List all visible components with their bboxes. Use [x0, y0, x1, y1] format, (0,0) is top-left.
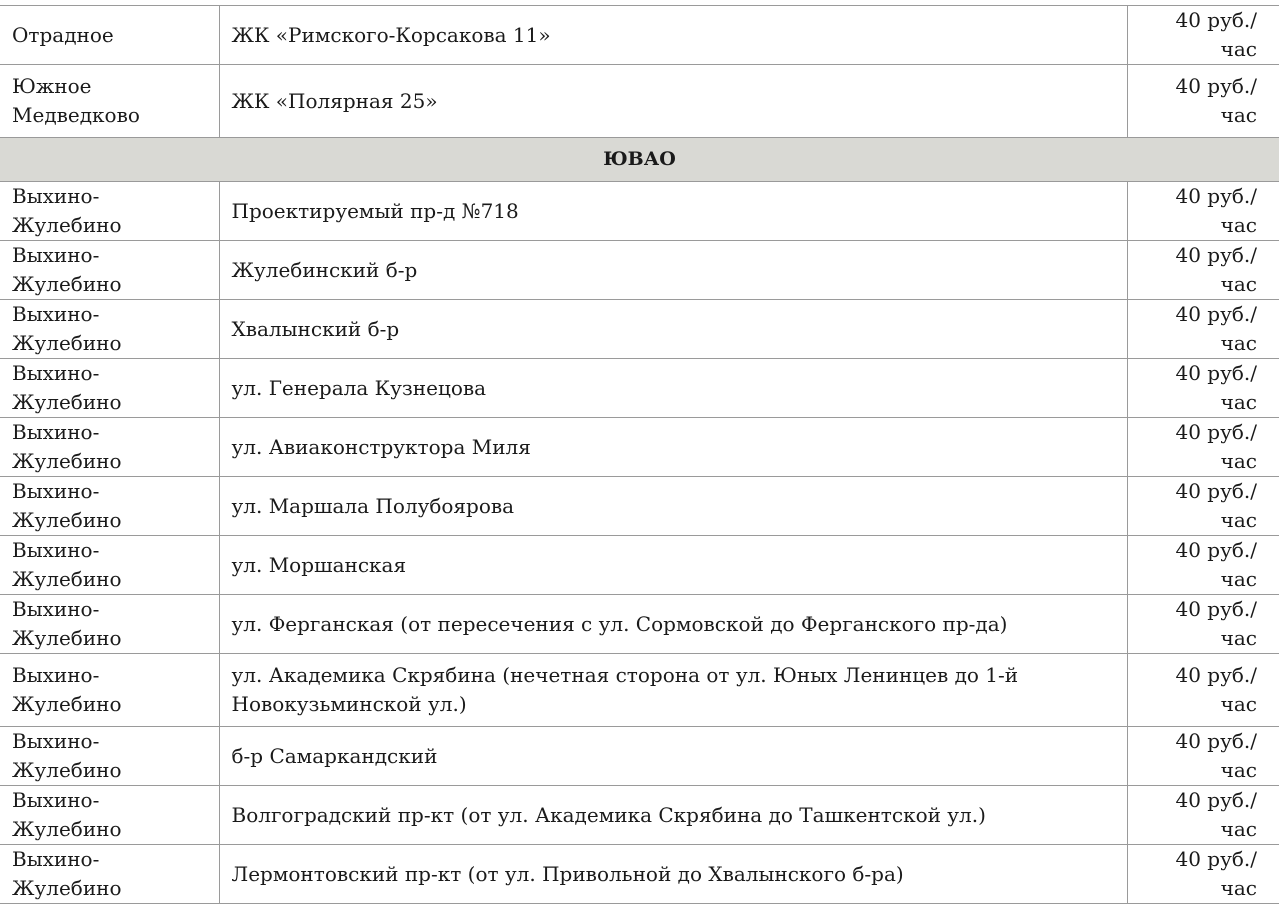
price-cell: 40 руб./час	[1127, 727, 1279, 786]
price-cell: 40 руб./час	[1127, 300, 1279, 359]
table-row	[0, 654, 1279, 727]
price-cell: 40 руб./час	[1127, 595, 1279, 654]
address-cell: Проектируемый пр-д №718	[219, 182, 1127, 241]
table-row	[0, 418, 1279, 477]
address-cell: ул. Генерала Кузнецова	[219, 359, 1127, 418]
price-cell: 40 руб./час	[1127, 654, 1279, 727]
price-cell: 40 руб./час	[1127, 786, 1279, 845]
district-cell: Выхино-Жулебино	[0, 786, 219, 845]
section-title: ЮВАО	[0, 138, 1279, 182]
district-cell: Выхино-Жулебино	[0, 595, 219, 654]
price-cell: 40 руб./час	[1127, 359, 1279, 418]
table-row	[0, 536, 1279, 595]
address-cell: Жулебинский б-р	[219, 241, 1127, 300]
table-row	[0, 845, 1279, 904]
district-cell: Выхино-Жулебино	[0, 359, 219, 418]
district-cell: Выхино-Жулебино	[0, 182, 219, 241]
address-cell: б-р Самаркандский	[219, 727, 1127, 786]
district-cell: Выхино-Жулебино	[0, 477, 219, 536]
district-cell: Выхино-Жулебино	[0, 300, 219, 359]
price-cell: 40 руб./час	[1127, 418, 1279, 477]
address-cell: ул. Ферганская (от пересечения с ул. Сормовской до Ферганского пр-да)	[219, 595, 1127, 654]
address-cell: ЖК «Полярная 25»	[219, 65, 1127, 138]
district-cell: Выхино-Жулебино	[0, 241, 219, 300]
table-row	[0, 786, 1279, 845]
address-cell: ул. Авиаконструктора Миля	[219, 418, 1127, 477]
district-cell: Выхино-Жулебино	[0, 727, 219, 786]
price-cell: 40 руб./час	[1127, 65, 1279, 138]
address-cell: ул. Академика Скрябина (нечетная сторона от ул. Юных Ленинцев до 1-й Новокузьминской ул.)	[219, 654, 1127, 727]
district-cell: Выхино-Жулебино	[0, 418, 219, 477]
district-cell: Выхино-Жулебино	[0, 654, 219, 727]
table-row	[0, 727, 1279, 786]
table-row	[0, 359, 1279, 418]
table-row	[0, 182, 1279, 241]
table-row	[0, 595, 1279, 654]
address-cell: ул. Маршала Полубоярова	[219, 477, 1127, 536]
table-row	[0, 241, 1279, 300]
address-cell: Лермонтовский пр-кт (от ул. Привольной до Хвалынского б-ра)	[219, 845, 1127, 904]
price-cell: 40 руб./час	[1127, 6, 1279, 65]
address-cell: Хвалынский б-р	[219, 300, 1127, 359]
district-cell: Отрадное	[0, 6, 219, 65]
price-cell: 40 руб./час	[1127, 536, 1279, 595]
district-cell: Выхино-Жулебино	[0, 845, 219, 904]
table-row	[0, 477, 1279, 536]
section-header-row	[0, 138, 1279, 182]
table-row	[0, 6, 1279, 65]
table-row	[0, 300, 1279, 359]
address-cell: ЖК «Римского-Корсакова 11»	[219, 6, 1127, 65]
district-cell: Выхино-Жулебино	[0, 536, 219, 595]
price-cell: 40 руб./час	[1127, 477, 1279, 536]
parking-price-table	[0, 5, 1279, 904]
address-cell: Волгоградский пр-кт (от ул. Академика Скрябина до Ташкентской ул.)	[219, 786, 1127, 845]
address-cell: ул. Моршанская	[219, 536, 1127, 595]
price-cell: 40 руб./час	[1127, 845, 1279, 904]
table-row	[0, 65, 1279, 138]
price-cell: 40 руб./час	[1127, 182, 1279, 241]
price-cell: 40 руб./час	[1127, 241, 1279, 300]
district-cell: Южное Медведково	[0, 65, 219, 138]
